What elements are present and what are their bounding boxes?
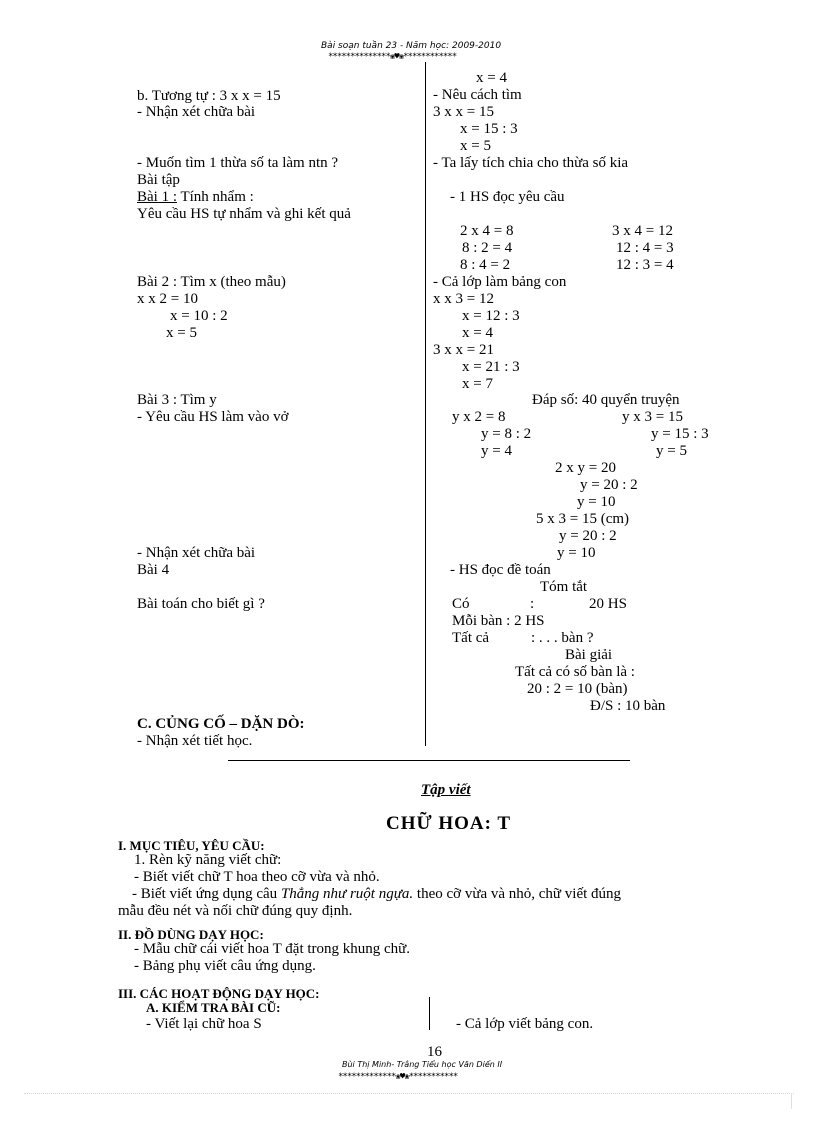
lesson-text: mẫu đều nét và nối chữ đúng quy định. — [118, 903, 353, 919]
lesson-text: - Mẫu chữ cái viết hoa T đặt trong khung chữ. — [134, 941, 411, 957]
section-rule — [228, 760, 630, 761]
footer-author: Bùi Thị Minh- Trâng Tiểu học Văn Diến II — [342, 1060, 503, 1069]
right-text: Đ/S : 10 bàn — [590, 698, 666, 714]
right-text: y = 10 — [557, 545, 596, 561]
right-text: Bài giải — [565, 647, 613, 663]
left-text: Bài 2 : Tìm x (theo mẫu) — [137, 274, 286, 290]
right-text: Mỗi bàn : 2 HS — [452, 613, 545, 629]
left-text: - Nhận xét chữa bài — [137, 104, 256, 120]
lesson-title: CHỮ HOA: T — [386, 813, 512, 834]
right-text: Có — [452, 596, 470, 612]
right-text: 5 x 3 = 15 (cm) — [536, 511, 630, 527]
right-text: y = 4 — [481, 443, 512, 459]
right-text: 2 x 4 = 8 — [460, 223, 514, 239]
right-text: y = 15 : 3 — [651, 426, 709, 442]
right-text: y = 8 : 2 — [481, 426, 532, 442]
right-text: - Cả lớp làm bảng con — [433, 274, 567, 290]
page-bottom-dotted-line — [24, 1093, 794, 1094]
right-text: 2 x y = 20 — [555, 460, 616, 476]
lesson-text: theo cỡ vừa và nhỏ, chữ viết đúng — [413, 886, 622, 902]
footer-stars: *************❀♥❀*********** — [338, 1072, 458, 1082]
left-text: - Yêu cầu HS làm vào vở — [137, 409, 289, 425]
right-text: y = 20 : 2 — [580, 477, 638, 493]
right-text: : . . . bàn ? — [531, 630, 594, 646]
lesson-text: - Biết viết chữ T hoa theo cỡ vừa và nhỏ. — [134, 869, 380, 885]
left-text: x = 5 — [166, 325, 197, 341]
applied-sentence: Thẳng như ruột ngựa. — [280, 886, 414, 902]
right-text: x = 21 : 3 — [462, 359, 520, 375]
left-text: x = 10 : 2 — [170, 308, 228, 324]
left-text: Bài 4 — [137, 562, 170, 578]
right-text: - Nêu cách tìm — [433, 87, 522, 103]
lesson-text: - Bảng phụ viết câu ứng dụng. — [134, 958, 316, 974]
page-header-title: Bài soạn tuần 23 - Năm học: 2009-2010 — [321, 41, 502, 51]
right-text: 20 : 2 = 10 (bàn) — [527, 681, 628, 697]
right-text: - Ta lấy tích chia cho thừa số kia — [433, 155, 629, 171]
right-text: y = 5 — [656, 443, 687, 459]
right-text: - 1 HS đọc yêu cầu — [450, 189, 565, 205]
exercise-1-number: Bài 1 : — [137, 189, 177, 205]
right-text: 3 x x = 21 — [433, 342, 494, 358]
section-3-title: III. CÁC HOẠT ĐỘNG DẠY HỌC: — [118, 986, 320, 1001]
right-text: 8 : 2 = 4 — [462, 240, 513, 256]
right-text: x = 4 — [476, 70, 507, 86]
column-divider — [425, 62, 426, 746]
section-3-subtitle: A. KIỂM TRA BÀI CŨ: — [146, 1000, 281, 1015]
right-text: x = 12 : 3 — [462, 308, 520, 324]
right-text: Tất cả có số bàn là : — [515, 664, 635, 680]
lesson-subject: Tập viết — [421, 782, 471, 798]
right-text: : — [530, 596, 535, 612]
right-text: x = 4 — [462, 325, 493, 341]
column-divider-small — [429, 997, 430, 1030]
lesson-text: - Cả lớp viết bảng con. — [456, 1016, 594, 1032]
left-text: x x 2 = 10 — [137, 291, 198, 307]
section-1-title: I. MỤC TIÊU, YÊU CẦU: — [118, 838, 265, 853]
left-text: - Muốn tìm 1 thừa số ta làm ntn ? — [137, 155, 339, 171]
lesson-text: 1. Rèn kỹ năng viết chữ: — [134, 852, 282, 868]
right-text: Tóm tắt — [540, 579, 588, 595]
exercise-1-text: Tính nhẩm : — [177, 189, 254, 205]
right-text: y x 3 = 15 — [622, 409, 683, 425]
right-text: x = 5 — [460, 138, 491, 154]
right-text: 20 HS — [589, 596, 627, 612]
right-text: 12 : 3 = 4 — [616, 257, 674, 273]
left-text: b. Tương tự : 3 x x = 15 — [137, 88, 281, 104]
left-text: Bài toán cho biết gì ? — [137, 596, 265, 612]
right-text: 12 : 4 = 3 — [616, 240, 674, 256]
section-c-title: C. CỦNG CỐ – DẶN DÒ: — [137, 716, 305, 732]
section-2-title: II. ĐỒ DÙNG DẠY HỌC: — [118, 927, 264, 942]
right-text: x x 3 = 12 — [433, 291, 494, 307]
right-text: 8 : 4 = 2 — [460, 257, 511, 273]
right-text: 3 x x = 15 — [433, 104, 494, 120]
right-text: x = 15 : 3 — [460, 121, 518, 137]
left-text: - Nhận xét tiết học. — [137, 733, 253, 749]
lesson-text: - Biết viết ứng dụng câu — [132, 886, 281, 902]
left-text: Bài tập — [137, 172, 180, 188]
left-text: Yêu cầu HS tự nhẩm và ghi kết quả — [137, 206, 351, 222]
right-text: Tất cả — [452, 630, 490, 646]
page-corner-mark — [791, 1093, 792, 1109]
lesson-text: - Viết lại chữ hoa S — [146, 1016, 262, 1032]
exercise-1-label — [137, 189, 254, 205]
right-text: y x 2 = 8 — [452, 409, 506, 425]
header-stars: **************❀♥❀************ — [328, 52, 457, 62]
right-text: - HS đọc đề toán — [450, 562, 551, 578]
right-text: x = 7 — [462, 376, 493, 392]
left-text: - Nhận xét chữa bài — [137, 545, 256, 561]
right-text: Đáp số: 40 quyển truyện — [532, 392, 680, 408]
right-text: y = 20 : 2 — [559, 528, 617, 544]
page-number: 16 — [427, 1044, 442, 1060]
right-text: 3 x 4 = 12 — [612, 223, 673, 239]
right-text: y = 10 — [577, 494, 616, 510]
left-text: Bài 3 : Tìm y — [137, 392, 217, 408]
lesson-text-applied-sentence — [132, 886, 621, 902]
